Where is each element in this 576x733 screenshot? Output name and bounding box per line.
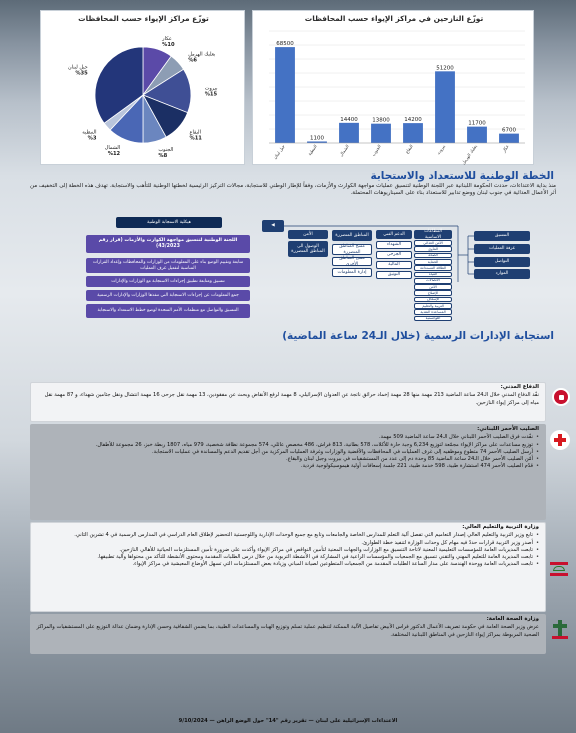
technical-support-item-3: التوثيق	[376, 271, 412, 279]
education-list-item: • أصدر وزير التربية قرارات حددّ فيه مهام كل وحدات الوزارة لتنفيذ خطة الطوارئ.	[36, 540, 539, 547]
response-title: استجابة الإدارات الرسمية (خلال الـ24 ساعة الماضية)	[282, 330, 554, 342]
sectors-chart	[262, 212, 532, 324]
pie-slice-pct: %15	[204, 91, 218, 98]
structure-header: هيكلية الاستجابة الوطنية	[116, 217, 222, 228]
health-text-block	[36, 616, 539, 639]
education-list-item: • تابعت المديرية العامة للتعليم المهني والتقني تنسيق مع الجمعيات والمؤسسات الراعية في المشاركة في الأنشطة التربوية من خلال درس الطلبات المقدمة ومحتوى الأنشطة للتأكد من محتواها وآلية تطبيقها.	[36, 554, 539, 561]
pie-chart-title: توزّع مراكز الإيواء حسب المحافظات	[78, 14, 209, 23]
bar-chart-title: توزّع النازحين في مراكز الإيواء حسب المحافظات	[304, 14, 484, 23]
pie-slice-label: الجنوب	[158, 147, 174, 154]
pie-slice-label: جبل لبنان	[68, 64, 88, 71]
red-cross-list-item: • نفّذت فرق الصليب الأحمر اللبناني خلال الـ24 ساعة الماضية 509 مهمة.	[36, 434, 539, 441]
bar-chart	[253, 25, 535, 165]
bar-value-label: 14200	[404, 117, 422, 124]
coordination-box: التنسيق	[474, 231, 530, 241]
bar-category-label: عكار	[501, 143, 510, 154]
pie-slice-label: بعلبك الهرمل	[188, 51, 216, 58]
bar-category-label: جبل لبنان	[272, 143, 286, 161]
pie-slice-label: النبطية	[82, 129, 97, 136]
core-sector-item: الإصلاح	[414, 290, 452, 296]
core-sector-item: الإسعاف	[414, 297, 452, 303]
red-cross-list-item: • أمّن الصليب الأحمر خلال الـ24 ساعة الماضية 85 وحدة دم إلى عدد من المستشفيات في بيروت وجبل لبنان والبقاع.	[36, 456, 539, 463]
core-sector-item: الطاقة المستدامة	[414, 265, 452, 271]
education-list-item: • تابعت المديريات العامة ووحدة الهندسة على مدار الساعة الطلبات المقدمة من الجمعيات المتطوعين لصيانة المباني وزيادة بعض المستلزمات التي تسهل الأوضاع المعيشية في مراكز الإيواء.	[36, 561, 539, 568]
pie-slice-pct: %12	[107, 150, 121, 157]
task-box-3: جمع المعلومات عن إجراءات الاستجابة التي تنفذها الوزارات والإدارات الرسمية	[86, 290, 250, 301]
sectors-arrow-box: ◀	[262, 220, 284, 232]
bar-category-label: بعلبك الهرمل	[460, 143, 478, 165]
health-text: عرض وزير الصحة العامة في حكومة تصريف الأعمال الدكتور فراس الأبيض تفاصيل الآلية الممكنة لتنظيم عملية تسلم وتوزيع الهبات والمساعدات الطبية، بما يضمن الشفافية وحسن الإدارة وضمان عدالة التوزيع على المستشفيات والمراكز الصحية المربوطة بمراكز إيواء النازحين في المناطق اللبنانية المختلفة.	[36, 624, 539, 638]
task-box-4: التنسيق والتواصل مع منظمات الأمم المتحدة لوضع خطط الاستعداد والاستجابة	[86, 304, 250, 318]
red-cross-list	[36, 434, 539, 470]
bar-value-label: 13800	[372, 117, 390, 124]
health-heading: وزارة الصحة العامة:	[486, 616, 539, 622]
pie-chart-card	[40, 10, 245, 165]
civil-defense-heading: الدفاع المدني:	[500, 384, 539, 390]
response-structure-chart	[82, 215, 252, 320]
plan-paragraph: منذ بداية الاعتداءات، حددت الحكومة اللبنانية عبر اللجنة الوطنية لتنسيق عمليات مواجهة الكوارث والأزمات، وفقاً للإطار الوطني للاستجابة، مجالات التركيز الرئيسية لخطتها الوطنية للتأهب والاستجابة. تهدف هذه الخطة إلى التخفيف من أثر الأعمال العدائية في جنوب لبنان ووضع تدابير للاستعداد بناء على السيناريوهات المحتملة.	[30, 183, 556, 197]
pie-slice-pct: %3	[87, 135, 97, 142]
core-sector-item: اللوجستية	[414, 316, 452, 322]
bar-value-label: 6700	[502, 127, 516, 134]
core-sector-item: المياه	[414, 272, 452, 278]
core-sector-item: التربية والتعليم	[414, 303, 452, 309]
core-sector-item: المأوى	[414, 246, 452, 252]
health-logo-icon	[550, 618, 570, 640]
pie-slice-pct: %8	[158, 153, 168, 160]
security-item-0: الوصول الى المناطق المتضررة	[288, 241, 328, 257]
bar-value-label: 1100	[310, 135, 324, 142]
core-sector-item: الحماية	[414, 259, 452, 265]
pie-slice-label: البقاع	[189, 129, 201, 136]
bar-category-label: البقاع	[404, 143, 414, 155]
pie-chart	[41, 25, 246, 165]
affected-areas-item-2: إدارة المعلومات	[332, 268, 372, 277]
civil-defense-logo-icon	[552, 388, 570, 406]
bar	[371, 124, 391, 143]
bar-category-label: الجنوب	[370, 143, 382, 157]
task-box-2: تنسيق ومتابعة تطبيق إجراءات الاستجابة مع الوزارات والإدارات	[86, 276, 250, 287]
affected-areas-item-1: مسح المناطق الأخرى	[332, 257, 372, 266]
footer-text: الاعتداءات الإسرائيلية على لبنان — تقرير رقم "14" حول الوضع الراهن — 9/10/2024	[178, 718, 398, 724]
bar	[467, 127, 487, 143]
pie-slice-pct: %6	[188, 57, 198, 64]
bar	[275, 47, 295, 143]
bar-value-label: 14400	[340, 116, 358, 123]
civil-defense-text-block	[36, 384, 539, 407]
bar	[403, 123, 423, 143]
technical-support-item-0: الشهداء	[376, 241, 412, 249]
technical-support-item-2: المالية	[376, 261, 412, 269]
communication-box: التواصل	[474, 257, 530, 267]
bar	[435, 71, 455, 143]
technical-support-header: الدعم الفني	[376, 230, 412, 239]
red-cross-list-item: • أرسل الصليب الأحمر 74 متطوع وموظفيه إلى غرف العمليات في المحافظات والأقضية والوزارات وغرفة العمليات المركزية من أجل تقديم الدعم والمساندة في عمليات الاستجابة.	[36, 449, 539, 456]
resources-box: الموارد	[474, 269, 530, 279]
education-heading: وزارة التربية والتعليم العالي:	[462, 524, 539, 530]
bar	[499, 134, 519, 143]
task-box-1: متابعة وتقييم الوضع بناء على المعلومات من الوزارات والمحافظات وإعداد القرارات المناسبة لتفعيل غرف العمليات	[86, 258, 250, 273]
red-cross-heading: الصليب الأحمر اللبناني:	[477, 426, 539, 432]
pie-slice-label: الشمال	[104, 144, 121, 151]
core-sector-item: الصحة	[414, 253, 452, 259]
bar-chart-card	[252, 10, 534, 165]
education-list-item: • تابعت المديريات العامة للمؤسسات التعليمية المعنية لاتاحة التنسيق مع الوزارات والجهات المعنية لتأمين النواقص في مراكز الإيواء وأكدت على ضرورة تأمين المستلزمات الحياتية للأهالي النازحين.	[36, 547, 539, 554]
core-sectors-header: القطاعات الاساسية	[414, 230, 452, 239]
pie-slice-pct: %10	[162, 41, 175, 48]
pie-slice-pct: %35	[75, 70, 88, 77]
core-sector-item: الأمن الغذائي	[414, 240, 452, 246]
pie-slice-label: بيروت	[204, 85, 218, 92]
bar-category-label: النبطية	[306, 143, 318, 157]
national-committee-box: اللجنة الوطنية لتنسيق مواجهة الكوارث والأزمات (قرار رقم 43/2023)	[86, 235, 250, 253]
bar-category-label: بيروت	[435, 143, 446, 156]
bar-value-label: 68500	[276, 41, 294, 48]
red-cross-text-block	[36, 426, 539, 470]
affected-areas-item-0: مسح المناطق المتضررة	[332, 244, 372, 255]
core-sector-item: الاتصالات	[414, 278, 452, 284]
plan-title: الخطة الوطنية للاستعداد والاستجابة	[370, 170, 554, 182]
red-cross-list-item: • توزيع مساعدات على مراكز الإيواء مجمّعة لتوزيع 6,234 وجبة حارة للأكلات، 578 بطانية، 813 فراش، 486 مخصص عائلي، 574 مجموعة نظافة شخصية، 979 مياه، 1807 ربطة خبز، 26 مجموعة للأطفال.	[36, 442, 539, 449]
bar-value-label: 11700	[468, 120, 486, 127]
education-text-block	[36, 524, 539, 568]
education-list	[36, 532, 539, 568]
core-sector-item: المساعدة النقدية	[414, 309, 452, 315]
education-logo-icon	[548, 560, 570, 578]
security-header: الأمن	[288, 230, 328, 239]
education-list-item: • تابع وزير التربية والتعليم العالي إصدار التعاميم التي تفصل آلية التعلم للمدارس الخاصة والجامعات وتابع مع جميع الوحدات الإدارية واللوجستية التحضير لإطلاق العام الدراسي في المدارس الرسمية في 4 تشرين الثاني.	[36, 532, 539, 539]
operations-room-box: غرفة العمليات	[474, 244, 530, 254]
pie-slice-pct: %11	[189, 135, 202, 142]
affected-areas-header: المناطق المتضررة	[332, 230, 372, 241]
pie-slice-label: عكار	[162, 35, 172, 42]
core-sector-item: الأمن	[414, 284, 452, 290]
civil-defense-text: نفّذ الدفاع المدني خلال الـ24 ساعة الماضية 213 مهمة منها 28 مهمة إخماد حرائق ناتجة عن العدوان الإسرائيلي، 8 مهمة لرفع الأنقاض وبحث عن مفقودين، 13 مهمة نقل جرحى 16 مهمة انتشال ونقل جثامين شهداء، و 87 مهمة نقل مياه إلى مراكز إيواء النازحين.	[44, 392, 539, 406]
bar	[339, 123, 359, 143]
technical-support-item-1: الجرحى	[376, 251, 412, 259]
bar-category-label: الشمال	[338, 143, 350, 158]
red-cross-logo-icon	[550, 430, 570, 450]
red-cross-list-item: • قدّم الصليب الأحمر 474 استشارة طبية، 598 خدمة طبية، 221 جلسة إسعافات أولية هيموسيكولوجية فردية.	[36, 463, 539, 470]
bar-value-label: 51200	[436, 65, 454, 72]
